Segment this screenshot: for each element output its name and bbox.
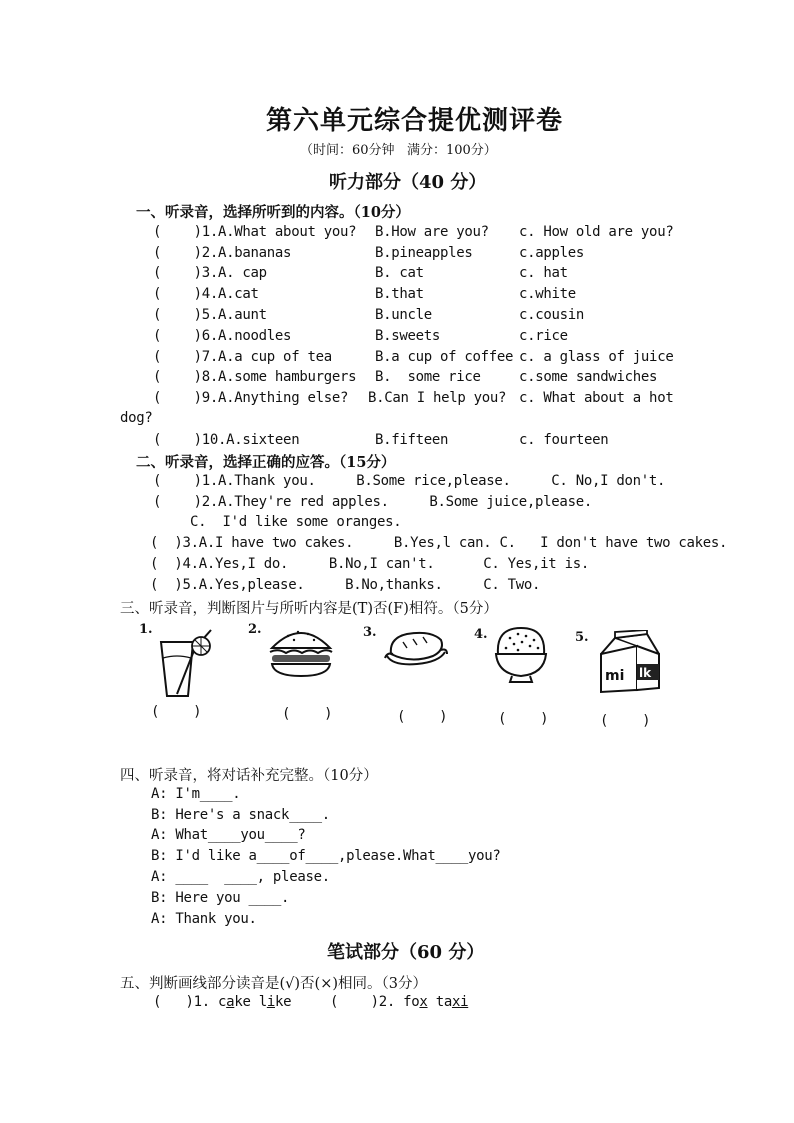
part1-option-b: B.that — [375, 286, 424, 302]
hot-dog-icon — [383, 624, 449, 670]
part1-question: ( )5.A.aunt — [153, 307, 267, 323]
page-title: 第六单元综合提优测评卷 — [266, 106, 564, 136]
dialogue-line: A: I'm____. — [151, 786, 241, 802]
part1-question: ( )9.A.Anything else? — [153, 390, 349, 406]
part1-option-b: B. some rice — [375, 369, 481, 385]
part1-option-b: B.sweets — [375, 328, 441, 344]
part4-heading: 四、听录音，将对话补充完整。（10分） — [120, 768, 378, 784]
listening-section-title: 听力部分（40 分） — [329, 172, 487, 193]
picture-number: 1. — [139, 622, 153, 637]
hamburger-icon — [266, 622, 336, 678]
part1-question: ( )2.A.bananas — [153, 245, 292, 261]
part1-question: ( )10.A.sixteen — [153, 432, 300, 448]
writing-section-title: 笔试部分（60 分） — [327, 942, 485, 963]
dialogue-line: A: What____you____? — [151, 827, 306, 843]
juice-glass-icon — [155, 624, 221, 700]
part1-question: ( )1.A.What about you? — [153, 224, 357, 240]
part3-heading: 三、听录音，判断图片与所听内容是(T)否(F)相符。（5分） — [120, 601, 498, 617]
svg-text:mi: mi — [605, 668, 625, 684]
answer-paren[interactable]: ( ) — [282, 706, 333, 722]
picture-number: 3. — [363, 625, 377, 640]
part1-question: ( )8.A.some hamburgers — [153, 369, 357, 385]
part2-line: ( )4.A.Yes,I do. B.No,I can't. C. Yes,it is. — [150, 556, 589, 572]
answer-paren[interactable]: ( ) — [498, 711, 549, 727]
part1-option-b: B.How are you? — [375, 224, 489, 240]
part1-option-b: B.a cup of coffee — [375, 349, 514, 365]
dialogue-line: B: Here you ____. — [151, 890, 290, 906]
part1-option-c: c. a glass of juice — [519, 349, 674, 365]
part2-line: ( )3.A.I have two cakes. B.Yes,l can. C. I don't have two cakes. — [150, 535, 728, 551]
dialogue-line: B: I'd like a____of____,please.What____you? — [151, 848, 501, 864]
part1-option-b: B.uncle — [375, 307, 432, 323]
part1-option-c: c.rice — [519, 328, 568, 344]
part1-option-c: c.white — [519, 286, 576, 302]
part1-wrap-text: dog? — [120, 410, 153, 426]
milk-carton-icon — [597, 630, 665, 694]
part1-question: ( )6.A.noodles — [153, 328, 292, 344]
part1-option-c: c.some sandwiches — [519, 369, 658, 385]
part1-option-c: c. fourteen — [519, 432, 609, 448]
part2-heading: 二、听录音，选择正确的应答。（15分） — [136, 454, 396, 471]
part1-question: ( )4.A.cat — [153, 286, 259, 302]
part1-heading: 一、听录音，选择所听到的内容。（10分） — [136, 204, 410, 221]
part1-option-c: c. How old are you? — [519, 224, 674, 240]
part5-heading: 五、判断画线部分读音是(√)否(×)相同。（3分） — [120, 976, 427, 992]
part1-option-c: c. hat — [519, 265, 568, 281]
part1-option-b: B.Can I help you? — [368, 390, 507, 406]
dialogue-line: B: Here's a snack____. — [151, 807, 330, 823]
part1-question: ( )3.A. cap — [153, 265, 267, 281]
rice-bowl-icon — [492, 624, 550, 686]
part5-question-2: ( )2. fox taxi — [330, 994, 469, 1010]
part2-line: ( )2.A.They're red apples. B.Some juice,please. — [153, 494, 592, 510]
part5-question-1: ( )1. cake like — [153, 994, 292, 1010]
dialogue-line: A: Thank you. — [151, 911, 257, 927]
part2-line: ( )5.A.Yes,please. B.No,thanks. C. Two. — [150, 577, 541, 593]
answer-paren[interactable]: ( ) — [397, 709, 448, 725]
part1-option-b: B.pineapples — [375, 245, 473, 261]
part2-line: C. I'd like some oranges. — [190, 514, 402, 530]
part1-option-c: c.cousin — [519, 307, 585, 323]
svg-text:lk: lk — [639, 666, 652, 680]
dialogue-line: A: ____ ____, please. — [151, 869, 330, 885]
part1-option-b: B.fifteen — [375, 432, 449, 448]
part1-question: ( )7.A.a cup of tea — [153, 349, 332, 365]
picture-number: 2. — [248, 622, 262, 637]
part1-option-c: c. What about a hot — [519, 390, 674, 406]
answer-paren[interactable]: ( ) — [600, 713, 651, 729]
part1-option-c: c.apples — [519, 245, 585, 261]
part2-line: ( )1.A.Thank you. B.Some rice,please. C. No,I don't. — [153, 473, 666, 489]
answer-paren[interactable]: ( ) — [151, 704, 202, 720]
picture-number: 5. — [575, 630, 589, 645]
part1-option-b: B. cat — [375, 265, 424, 281]
exam-info: （时间：60分钟 满分：100分） — [300, 143, 497, 158]
picture-number: 4. — [474, 627, 488, 642]
